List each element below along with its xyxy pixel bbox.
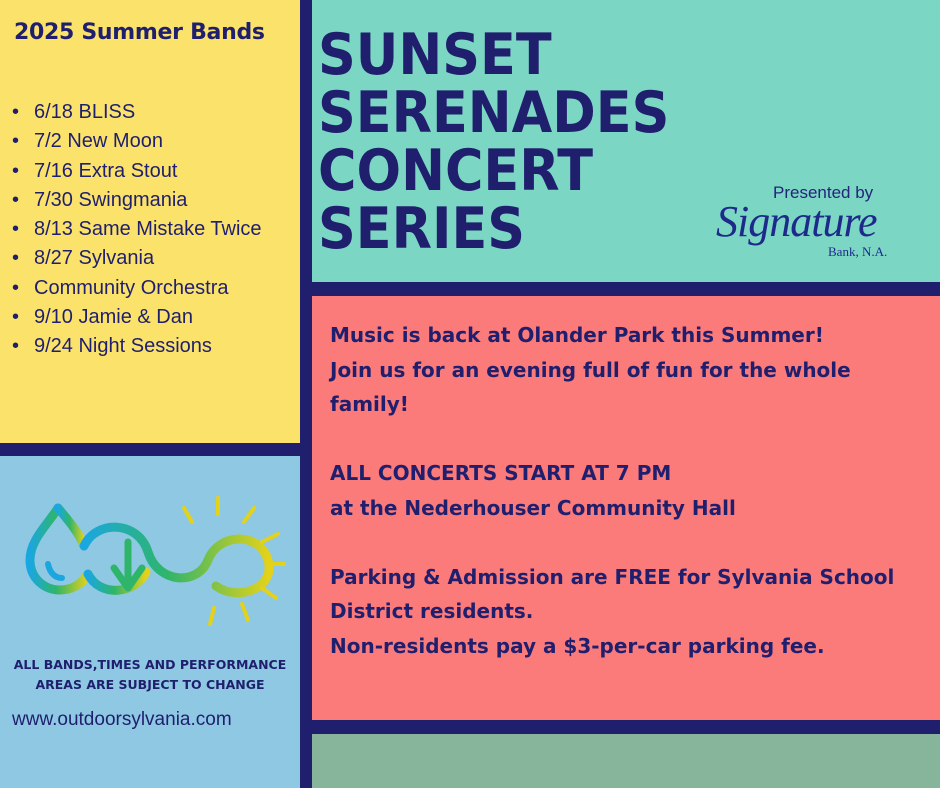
info-line: Join us for an evening full of fun for the whole family! — [330, 357, 851, 416]
info-line: Non-residents pay a $3-per-car parking fee. — [330, 633, 825, 658]
title-line: SERENADES — [318, 80, 670, 146]
page-title — [318, 22, 670, 262]
bands-heading: 2025 Summer Bands — [14, 20, 265, 45]
band-item: • 9/24 Night Sessions — [8, 332, 298, 361]
band-item-continued: • Community Orchestra — [8, 274, 298, 303]
info-block-intro — [330, 318, 930, 422]
info-line: ALL CONCERTS START AT 7 PM — [330, 461, 672, 485]
band-item: • 9/10 Jamie & Dan — [8, 303, 298, 332]
band-item: • 7/30 Swingmania — [8, 186, 298, 215]
disclaimer-line: AREAS ARE SUBJECT TO CHANGE — [35, 677, 265, 692]
disclaimer-line: ALL BANDS,TIMES AND PERFORMANCE — [13, 657, 287, 672]
band-item: • 6/18 BLISS — [8, 98, 298, 127]
bank-suffix: Bank, N.A. — [828, 244, 888, 259]
info-line: at the Nederhouser Community Hall — [330, 495, 736, 520]
title-line: SUNSET — [318, 22, 552, 88]
outdoor-sylvania-logo-icon — [18, 490, 288, 630]
footer-panel — [312, 734, 940, 788]
band-item: • 8/13 Same Mistake Twice — [8, 215, 298, 244]
signature-bank-logo: Signature — [716, 197, 877, 246]
info-line: Parking & Admission are FREE for Sylvania School District residents. — [330, 564, 895, 623]
band-list — [8, 98, 298, 362]
presented-by-label: Presented by — [773, 183, 874, 202]
title-line: SERIES — [318, 196, 526, 262]
event-info — [330, 318, 930, 663]
info-block-time — [330, 456, 930, 525]
band-item: • 7/2 New Moon — [8, 127, 298, 156]
title-line: CONCERT — [318, 138, 594, 204]
website-link[interactable]: www.outdoorsylvania.com — [12, 709, 232, 730]
info-line: Music is back at Olander Park this Summer! — [330, 323, 824, 347]
info-block-parking — [330, 560, 930, 664]
band-item: • 8/27 Sylvania — [8, 244, 298, 273]
band-item: • 7/16 Extra Stout — [8, 157, 298, 186]
disclaimer — [0, 655, 300, 695]
